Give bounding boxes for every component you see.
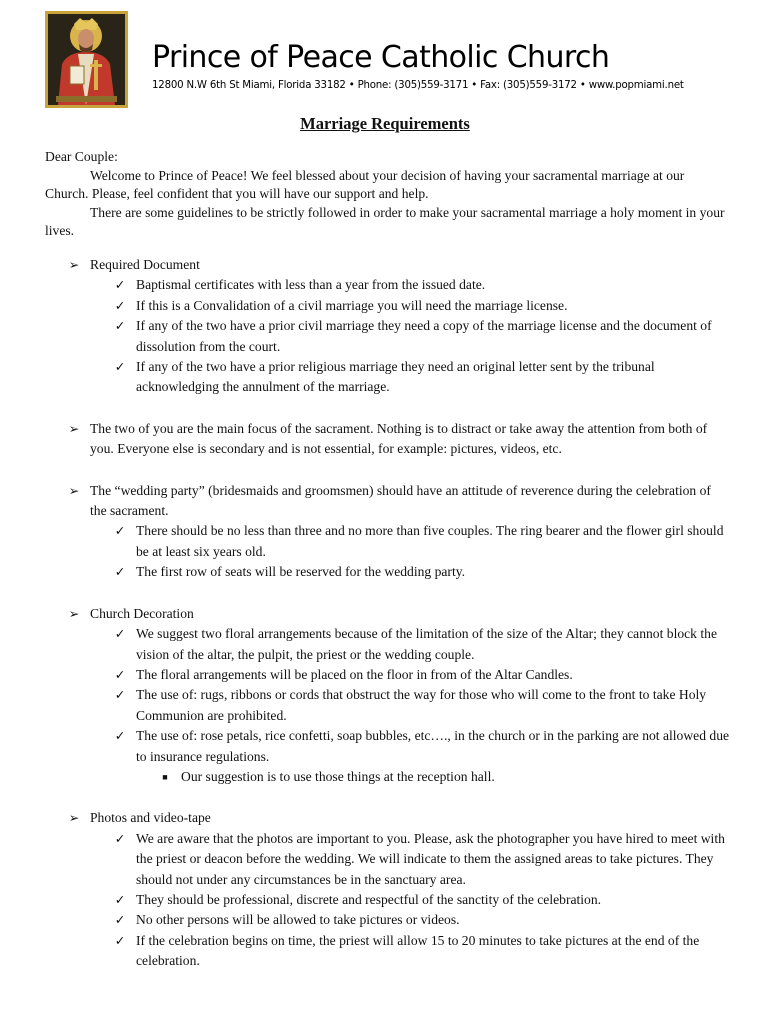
church-name: Prince of Peace Catholic Church <box>152 40 610 75</box>
list-item: ✓ We suggest two floral arrangements because of the limitation of the size of the Altar; they cannot block the vision of the altar, the pulpit, the priest or the wedding couple. <box>0 624 770 665</box>
list-item: ✓ The floral arrangements will be placed on the floor in from of the Altar Candles. <box>0 665 770 685</box>
list-item: ✓ We are aware that the photos are important to you. Please, ask the photographer you have hired to meet with the priest or deacon before the wedding. We will indicate to them the assigned areas to take pictures. They should not under any circumstances be in the sanctuary area. <box>0 829 770 890</box>
arrow-bullet-icon: ➢ <box>68 421 80 436</box>
section-heading: ➢ The two of you are the main focus of the sacrament. Nothing is to distract or take away the attention from both of you. Everyone else is secondary and is not essential, for example: pictures, videos, etc. <box>0 419 770 460</box>
requirements-list <box>0 255 770 972</box>
checkmark-icon: ✓ <box>114 298 126 313</box>
document-title: Marriage Requirements <box>300 114 470 133</box>
list-item: ✓ Baptismal certificates with less than a year from the issued date. <box>0 275 770 295</box>
list-item: ✓ If the celebration begins on time, the priest will allow 15 to 20 minutes to take pictures at the end of the celebration. <box>0 931 770 972</box>
arrow-bullet-icon: ➢ <box>68 811 80 826</box>
list-subitem: ■ Our suggestion is to use those things at the reception hall. <box>0 767 770 787</box>
list-item: ✓ The use of: rugs, ribbons or cords that obstruct the way for those who will come to the front to take Holy Communion are prohibited. <box>0 685 770 726</box>
list-item: ✓ No other persons will be allowed to take pictures or videos. <box>0 910 770 930</box>
checkmark-icon: ✓ <box>114 360 126 375</box>
section-heading: ➢ Required Document <box>0 255 770 275</box>
checkmark-icon: ✓ <box>114 831 126 846</box>
list-item: ✓ If any of the two have a prior religious marriage they need an original letter sent by the tribunal acknowledging the annulment of the marriage. <box>0 357 770 398</box>
checkmark-icon: ✓ <box>114 933 126 948</box>
list-item: ✓ There should be no less than three and no more than five couples. The ring bearer and the flower girl should be at least six years old. <box>0 521 770 562</box>
checkmark-icon: ✓ <box>114 565 126 580</box>
intro-paragraph-1: Welcome to Prince of Peace! We feel blessed about your decision of having your sacramental marriage at our Church. Please, feel confident that you will have our support and help. <box>45 167 685 202</box>
checkmark-icon: ✓ <box>114 627 126 642</box>
section-heading: ➢ Photos and video-tape <box>0 808 770 828</box>
church-logo-icon <box>45 11 128 108</box>
checkmark-icon: ✓ <box>114 524 126 539</box>
list-item: ✓ The first row of seats will be reserved for the wedding party. <box>0 562 770 582</box>
salutation: Dear Couple: <box>45 149 118 164</box>
list-item: ✓ They should be professional, discrete and respectful of the sanctity of the celebration. <box>0 890 770 910</box>
list-item: ✓ If any of the two have a prior civil marriage they need a copy of the marriage license and the document of dissolution from the court. <box>0 316 770 357</box>
section-heading: ➢ The “wedding party” (bridesmaids and groomsmen) should have an attitude of reverence during the celebration of the sacrament. <box>0 481 770 522</box>
checkmark-icon: ✓ <box>114 892 126 907</box>
checkmark-icon: ✓ <box>114 319 126 334</box>
church-contact-line: 12800 N.W 6th St Miami, Florida 33182 • Phone: (305)559-3171 • Fax: (305)559-3172 • www.popmiami.net <box>152 80 684 91</box>
intro-paragraph-2: There are some guidelines to be strictly followed in order to make your sacramental marriage a holy moment in your lives. <box>45 204 725 239</box>
checkmark-icon: ✓ <box>114 913 126 928</box>
list-item: ✓ If this is a Convalidation of a civil marriage you will need the marriage license. <box>0 296 770 316</box>
arrow-bullet-icon: ➢ <box>68 483 80 498</box>
checkmark-icon: ✓ <box>114 729 126 744</box>
arrow-bullet-icon: ➢ <box>68 258 80 272</box>
list-item: ✓ The use of: rose petals, rice confetti, soap bubbles, etc…., in the church or in the parking are not allowed due to insurance regulations. <box>0 726 770 767</box>
section-heading: ➢ Church Decoration <box>0 604 770 624</box>
checkmark-icon: ✓ <box>114 688 126 703</box>
checkmark-icon: ✓ <box>114 667 126 682</box>
square-bullet-icon: ■ <box>162 771 168 782</box>
checkmark-icon: ✓ <box>114 278 126 293</box>
arrow-bullet-icon: ➢ <box>68 606 80 621</box>
intro-block <box>45 148 725 241</box>
